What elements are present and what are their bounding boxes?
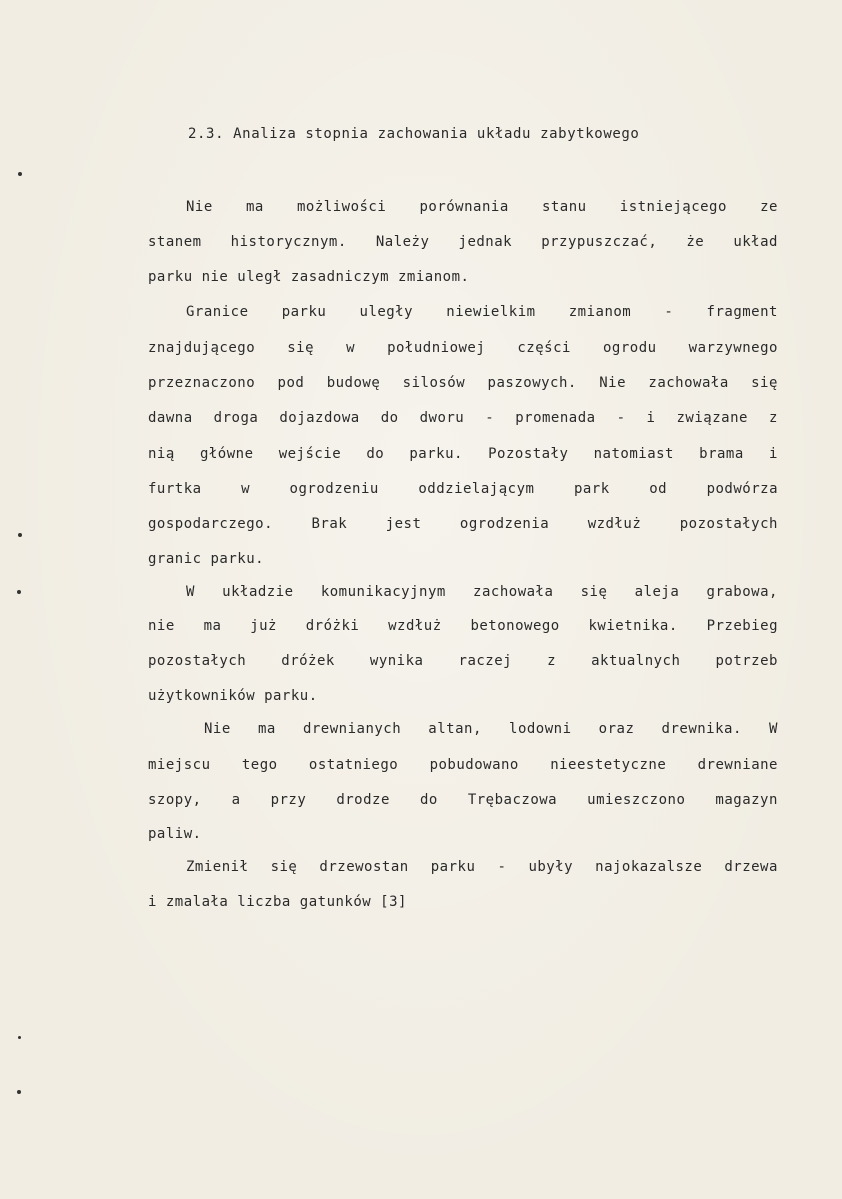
text-line: użytkowników parku. [148,688,318,704]
word: wynika [369,653,424,669]
word: parku [281,304,327,320]
word: układzie [222,584,294,600]
text-line [186,858,778,876]
text-line [186,303,778,321]
word: przypuszczać, [541,234,658,250]
text-line [148,756,778,774]
text-line [148,480,778,498]
word: nie [148,618,175,634]
word: park [573,481,610,497]
text-line [148,374,778,392]
word: zachowała [648,375,729,391]
word: najokazalsze [595,859,703,875]
word: do [366,446,385,462]
word: dróżki [305,618,360,634]
word: dawna [148,410,193,426]
word: w [241,481,251,497]
word: oraz [598,721,635,737]
word: i [768,446,778,462]
word: grabowa, [706,584,778,600]
word: od [649,481,668,497]
word: aleja [634,584,680,600]
word: układ [733,234,778,250]
word: zachowała [473,584,554,600]
word: raczej [458,653,513,669]
word: gospodarczego. [148,516,274,532]
text-line: i zmalała liczba gatunków [3] [148,894,407,910]
word: parku [430,859,476,875]
word: wejście [278,446,342,462]
word: drodze [336,792,390,808]
word: historycznym. [230,234,347,250]
word: jest [385,516,422,532]
word: Pozostały [488,446,569,462]
word: ze [760,199,778,215]
word: magazyn [715,792,778,808]
word: przy [270,792,307,808]
word: stanem [148,234,202,250]
scan-mark [17,1090,21,1094]
word: porównania [419,199,509,215]
text-line [186,583,778,601]
word: natomiast [593,446,674,462]
word: budowę [326,375,381,391]
text-line [148,652,778,670]
text-line: granic parku. [148,551,265,567]
word: się [287,340,315,356]
word: do [419,792,438,808]
word: części [517,340,571,356]
word: pozostałych [679,516,778,532]
word: pozostałych [148,653,247,669]
word: a [231,792,241,808]
word: Nie [204,721,231,737]
word: Granice [186,304,249,320]
scan-mark [18,1036,21,1039]
section-heading: 2.3. Analiza stopnia zachowania układu zabytkowego [188,126,640,142]
word: się [580,584,608,600]
word: z [768,410,778,426]
word: wzdłuż [587,516,642,532]
word: oddzielającym [418,481,535,497]
word: główne [199,446,254,462]
word: niewielkim [446,304,536,320]
word: się [270,859,298,875]
word: W [769,721,778,737]
text-line: paliw. [148,826,202,842]
word: istniejącego [619,199,727,215]
word: furtka [148,481,202,497]
word: w [346,340,356,356]
text-line [148,791,778,809]
word: szopy, [148,792,202,808]
word: W [186,584,195,600]
text-line [148,339,778,357]
word: pobudowano [429,757,519,773]
text-line: parku nie uległ zasadniczym zmianom. [148,269,470,285]
word: umieszczono [587,792,686,808]
word: już [250,618,277,634]
word: Należy [375,234,430,250]
word: możliwości [297,199,387,215]
word: zmianom [568,304,632,320]
word: ma [203,618,222,634]
word: parku. [409,446,463,462]
word: że [686,234,705,250]
word: betonowego [470,618,560,634]
word: dojazdowa [279,410,360,426]
word: paszowych. [487,375,577,391]
word: nieestetyczne [550,757,667,773]
word: warzywnego [688,340,778,356]
word: drewniane [697,757,778,773]
word: miejscu [148,757,211,773]
word: drewnianych [302,721,402,737]
word: kwietnika. [588,618,678,634]
word: promenada [515,410,596,426]
word: Brak [311,516,348,532]
word: ogrodu [603,340,657,356]
word: aktualnych [591,653,681,669]
text-line [148,445,778,463]
word: południowej [387,340,486,356]
word: Zmienił [186,859,249,875]
word: ostatniego [308,757,399,773]
word: związane [676,410,748,426]
text-line [186,198,778,216]
word: nią [148,446,175,462]
word: znajdującego [148,340,256,356]
word: Przebieg [706,618,778,634]
word: fragment [706,304,778,320]
word: dworu [419,410,465,426]
scan-mark [18,533,22,537]
word: - [616,410,626,426]
word: - [497,859,507,875]
text-line [148,409,778,427]
word: Nie [186,199,213,215]
word: altan, [428,721,482,737]
word: drzewa [724,859,778,875]
word: stanu [541,199,587,215]
word: ogrodzenia [459,516,550,532]
word: ma [245,199,264,215]
word: dróżek [281,653,335,669]
text-line [148,233,778,251]
word: podwórza [706,481,778,497]
text-line [148,515,778,533]
word: - [485,410,495,426]
word: się [751,375,778,391]
word: z [547,653,557,669]
word: pod [277,375,305,391]
word: - [664,304,674,320]
text-line [204,720,778,738]
scan-mark [17,590,21,594]
word: do [380,410,399,426]
word: brama [699,446,744,462]
word: lodowni [509,721,572,737]
word: ma [257,721,276,737]
word: potrzeb [715,653,778,669]
word: ubyły [528,859,574,875]
word: Nie [599,375,627,391]
word: komunikacyjnym [320,584,446,600]
word: i [646,410,656,426]
word: tego [241,757,278,773]
word: droga [213,410,259,426]
word: uległy [359,304,414,320]
word: wzdłuż [388,618,442,634]
word: drewnika. [661,721,742,737]
word: ogrodzeniu [289,481,379,497]
word: przeznaczono [148,375,256,391]
word: jednak [458,234,513,250]
text-line [148,617,778,635]
scan-mark [18,172,22,176]
word: silosów [402,375,466,391]
word: Trębaczowa [467,792,558,808]
word: drzewostan [319,859,409,875]
